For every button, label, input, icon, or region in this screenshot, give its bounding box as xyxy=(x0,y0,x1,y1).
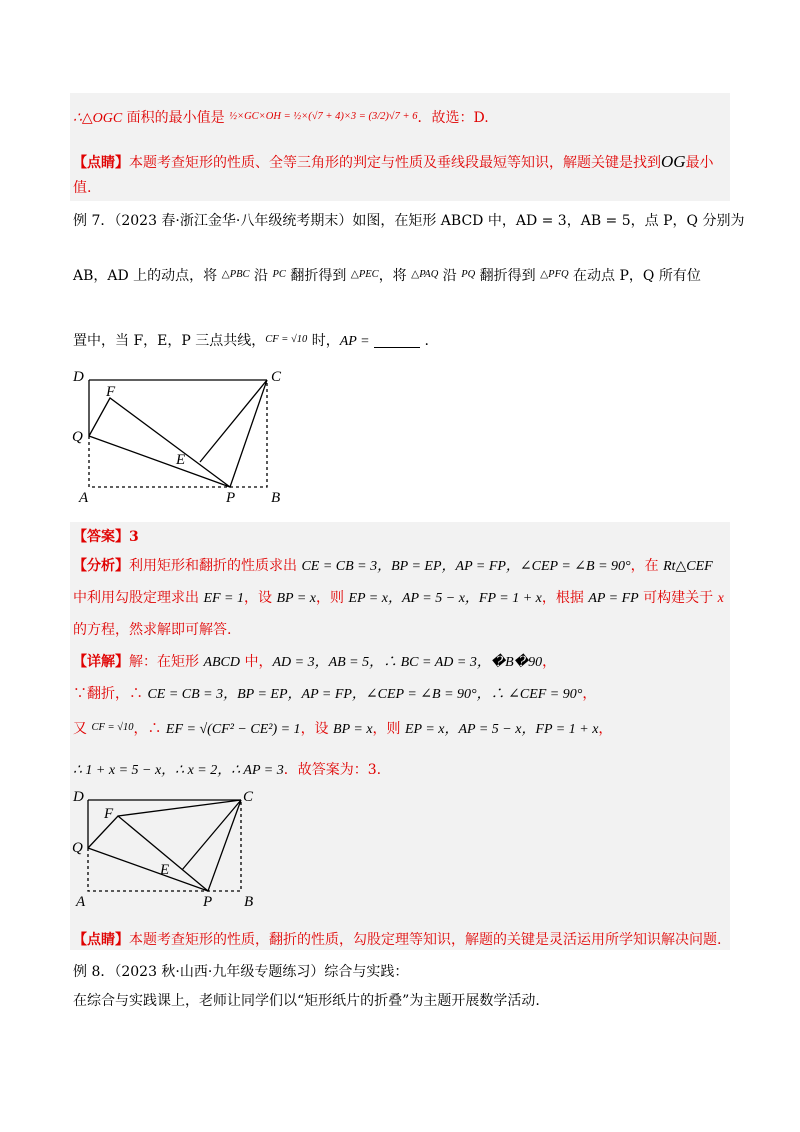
label-D: D xyxy=(73,369,84,385)
detail-line-3: 又 $^{CF = √10}$，∴ EF = √(CF² − CE²) = 1，设 BP = x，则 EP = x，AP = 5 − x，FP = 1 + x， xyxy=(73,721,613,737)
label-P: P xyxy=(226,490,236,506)
ex8-line-1: 例 8．（2023 秋·山西·九年级专题练习）综合与实践： xyxy=(73,964,409,980)
label-A: A xyxy=(79,490,89,506)
solution-comment: 【点睛】本题考查矩形的性质，翻折的性质，勾股定理等知识，解题的关键是灵活运用所学知识解决问题. xyxy=(73,932,722,948)
label-B: B xyxy=(271,490,281,506)
detail-line-2: ∵翻折，∴ CE = CB = 3，BP = EP，AP = FP，∠CEP = ∠B = 90°，∴ ∠CEF = 90°， xyxy=(73,686,597,702)
label-C: C xyxy=(271,369,282,385)
ex7-line-2: AB，AD 上的动点，将 $^{\triangle PBC}$ 沿 $^{PC}$ 翻折得到 $^{\triangle PEC}$，将 $^{\triangle PAQ}$ 沿 $^{PQ}$ 翻折得到 $^{\triangle PFQ}$ 在动点 P，Q 所有位 xyxy=(73,268,701,284)
detail-line-1: 【详解】解：在矩形 ABCD 中，AD = 3，AB = 5，∴ BC = AD = 3，�B�90， xyxy=(73,654,557,670)
rect-dashed-edges xyxy=(89,380,267,487)
ex7-line-3: 置中，当 F，E，P 三点共线，$^{CF = √10}$ 时，AP = . xyxy=(73,333,429,349)
analysis-line-2: 中利用勾股定理求出 EF = 1，设 BP = x，则 EP = x，AP = 5 − x，FP = 1 + x，根据 AP = FP 可构建关于 x xyxy=(73,590,724,606)
label2-B: B xyxy=(244,894,254,910)
label-Q: Q xyxy=(72,429,83,445)
fold-lines xyxy=(89,380,267,487)
detail-line-4: ∴ 1 + x = 5 − x，∴ x = 2，∴ AP = 3．故答案为：3. xyxy=(73,762,382,778)
ex7-line-1: 例 7．（2023 春·浙江金华·八年级统考期末）如图，在矩形 ABCD 中，AD = 3，AB = 5，点 P，Q 分别为 xyxy=(73,213,745,229)
analysis-line-1: 【分析】利用矩形和翻折的性质求出 CE = CB = 3，BP = EP，AP = FP，∠CEP = ∠B = 90°，在 Rt△CEF xyxy=(73,558,713,574)
geometry-figure-2 xyxy=(60,785,270,915)
label2-C: C xyxy=(243,789,254,805)
top-comment: 【点睛】本题考查矩形的性质、全等三角形的判定与性质及垂线段最短等知识，解题关键是找到OG最小 xyxy=(73,152,714,171)
label2-Q: Q xyxy=(72,840,83,856)
answer-blank[interactable] xyxy=(374,335,420,348)
top-line-1: ∴△OGC 面积的最小值是 $^{\frac{1}{2}\times GC\times OH = \frac{1}{2}\times(√7 + 4)\times 3 = (3/2)√7 + 6}$．故选：D. xyxy=(73,110,489,126)
ex8-line-2: 在综合与实践课上，老师让同学们以“矩形纸片的折叠”为主题开展数学活动. xyxy=(73,993,540,1009)
label2-F: F xyxy=(104,806,114,822)
answer-line: 【答案】3 xyxy=(73,529,139,545)
geometry-figure-1 xyxy=(60,360,290,510)
label2-D: D xyxy=(73,789,84,805)
analysis-line-3: 的方程，然求解即可解答. xyxy=(73,622,232,638)
label2-P: P xyxy=(203,894,213,910)
label-E: E xyxy=(176,452,186,468)
top-comment-cont: 值. xyxy=(73,180,92,196)
label2-A: A xyxy=(76,894,86,910)
label2-E: E xyxy=(160,862,170,878)
label-F: F xyxy=(106,384,116,400)
